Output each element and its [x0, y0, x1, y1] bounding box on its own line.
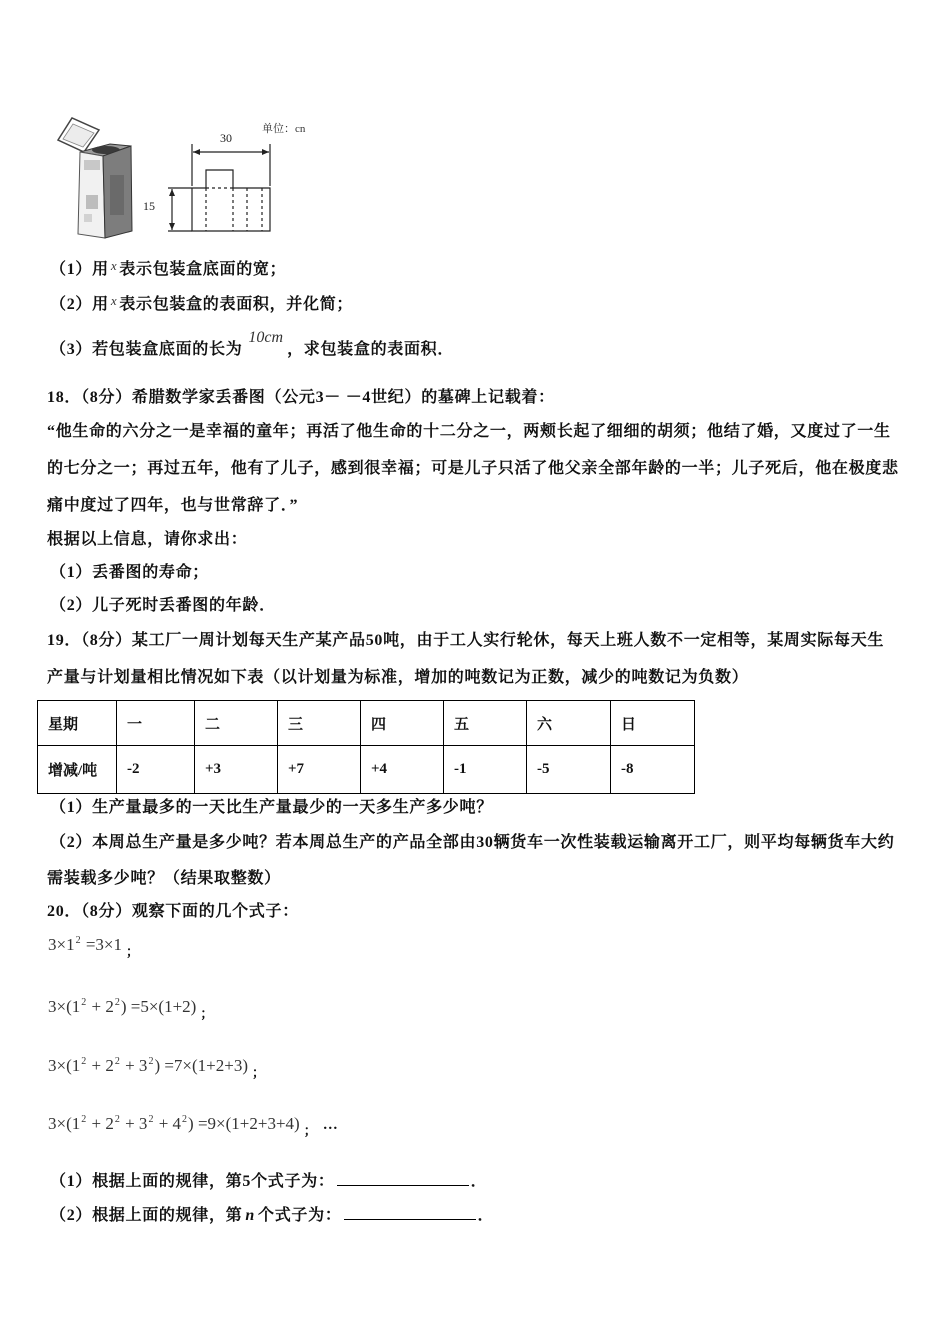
item-text: ，求包装盒的表面积．	[287, 341, 455, 358]
q19-item-2-line-2: 需装载多少吨？（结果取整数）	[47, 870, 281, 887]
q18-quote-line-3: 痛中度过了四年，也与世常辞了．”	[47, 497, 299, 514]
table-cell: -8	[611, 746, 695, 794]
q18-quote-line-2: 的七分之一；再过五年，他有了儿子，感到很幸福；可是儿子只活了他父亲全部年龄的一半；儿子死后，他在极度悲	[47, 460, 899, 477]
formula-text: ) =9×(1+2+3+4)	[188, 1114, 300, 1133]
q18-item-1: （1）丢番图的寿命；	[50, 564, 210, 581]
q17-item-3	[50, 329, 455, 360]
item-text: 表示包装盒的表面积，并化简；	[119, 296, 354, 313]
formula-separator: ；	[303, 1123, 317, 1138]
item-number: （2）	[50, 296, 93, 313]
table-header-cell: 四	[361, 701, 444, 746]
formula-separator: ；	[126, 944, 140, 959]
q19-item-1: （1）生产量最多的一天比生产量最少的一天多生产多少吨？	[50, 799, 493, 816]
formula-text: + 2	[87, 997, 114, 1016]
formula-text: 3×1	[48, 935, 75, 954]
table-header-cell: 三	[278, 701, 361, 746]
formula-exponent: 2	[148, 1056, 154, 1067]
table-cell: +4	[361, 746, 444, 794]
item-text: （1）根据上面的规律，第5个式子为：	[50, 1173, 335, 1190]
net-outline	[192, 170, 270, 231]
variable-x: x	[110, 258, 118, 273]
item-text: 用	[92, 296, 109, 313]
q20-title: 20．（8分）观察下面的几个式子：	[47, 903, 299, 920]
q20-item-2	[50, 1204, 494, 1226]
arrow-down	[169, 223, 175, 230]
item-text: 个式子为：	[258, 1207, 342, 1224]
formula-text: ) =7×(1+2+3)	[154, 1056, 249, 1075]
formula-text: + 2	[87, 1114, 114, 1133]
box-print-smudge	[86, 195, 98, 209]
variable-n: n	[245, 1207, 256, 1224]
length-value: 10cm	[248, 329, 284, 346]
formula-3	[48, 1056, 265, 1079]
side-dimension-label: 15	[143, 199, 155, 213]
formula-text: ) =5×(1+2)	[120, 997, 197, 1016]
box-side-shade	[110, 175, 124, 215]
table-header-cell: 二	[195, 701, 278, 746]
box-print-smudge	[84, 214, 92, 222]
table-header-cell: 一	[117, 701, 195, 746]
formula-text: + 2	[87, 1056, 114, 1075]
table-cell: +7	[278, 746, 361, 794]
formula-1	[48, 935, 139, 958]
formula-separator: ；	[200, 1006, 214, 1021]
formula-exponent: 2	[81, 997, 87, 1008]
formula-2	[48, 997, 213, 1020]
packaging-box-photo	[58, 118, 132, 238]
q19-title-line-1: 19．（8分）某工厂一周计划每天生产某产品50吨，由于工人实行轮休，每天上班人数不一定相等，某周实际每天生	[47, 632, 885, 649]
arrow-left	[193, 149, 200, 155]
q18-item-2: （2）儿子死时丢番图的年龄．	[50, 597, 276, 614]
formula-text: 3×(1	[48, 1114, 81, 1133]
item-text: 用	[92, 261, 109, 278]
formula-text: + 3	[120, 1056, 148, 1075]
formula-exponent: 2	[81, 1114, 87, 1125]
formula-text: + 4	[154, 1114, 182, 1133]
q17-item-1	[50, 260, 286, 280]
item-number: （1）	[50, 261, 93, 278]
table-cell: -2	[117, 746, 195, 794]
arrow-up	[169, 189, 175, 196]
formula-exponent: 2	[182, 1114, 188, 1125]
item-text: （2）根据上面的规律，第	[50, 1207, 243, 1224]
item-text: 表示包装盒底面的宽；	[119, 261, 287, 278]
box-net-diagram	[143, 122, 306, 231]
q20-item-1	[50, 1170, 487, 1192]
table-row	[38, 746, 695, 794]
formula-ellipsis: …	[322, 1117, 338, 1133]
answer-blank	[344, 1204, 476, 1220]
q17-item-2	[50, 295, 353, 315]
table-row-label: 增减/吨	[38, 746, 117, 794]
q19-item-2-line-1: （2）本周总生产量是多少吨？若本周总生产的产品全部由30辆货车一次性装载运输离开工厂，则平均每辆货车大约	[50, 834, 895, 851]
variable-x: x	[110, 293, 118, 308]
top-dimension-label: 30	[220, 131, 232, 145]
item-text: 若包装盒底面的长为	[92, 341, 243, 358]
packaging-figure	[0, 0, 340, 250]
arrow-right	[262, 149, 269, 155]
table-header-row	[38, 701, 695, 746]
formula-exponent: 2	[114, 1114, 120, 1125]
formula-exponent: 2	[81, 1056, 87, 1067]
box-label-smudge	[84, 160, 100, 170]
production-table	[37, 700, 695, 794]
formula-exponent: 2	[114, 997, 120, 1008]
table-cell: -5	[527, 746, 611, 794]
q18-quote-line-1: “他生命的六分之一是幸福的童年；再活了他生命的十二分之一，两颊长起了细细的胡须；他结了婚，又度过了一生	[47, 423, 891, 440]
item-end: ．	[477, 1207, 495, 1224]
table-header-cell: 五	[444, 701, 527, 746]
formula-text: 3×(1	[48, 997, 81, 1016]
answer-blank	[337, 1170, 469, 1186]
item-number: （3）	[50, 341, 93, 358]
q19-title-line-2: 产量与计划量相比情况如下表（以计划量为标准，增加的吨数记为正数，减少的吨数记为负数）	[47, 669, 749, 686]
table-header-cell: 星期	[38, 701, 117, 746]
table-cell: +3	[195, 746, 278, 794]
formula-4	[48, 1114, 338, 1137]
formula-separator: ；	[252, 1065, 266, 1080]
formula-text: + 3	[120, 1114, 148, 1133]
formula-exponent: 2	[114, 1056, 120, 1067]
formula-exponent: 2	[75, 935, 81, 946]
formula-text: =3×1	[81, 935, 123, 954]
item-end: ．	[470, 1173, 488, 1190]
formula-text: 3×(1	[48, 1056, 81, 1075]
q18-prompt: 根据以上信息，请你求出：	[47, 531, 248, 548]
unit-label: 单位：cn	[262, 123, 306, 135]
table-header-cell: 六	[527, 701, 611, 746]
q18-title: 18．（8分）希腊数学家丢番图（公元3－ －4世纪）的墓碑上记载着：	[47, 389, 555, 406]
table-cell: -1	[444, 746, 527, 794]
formula-exponent: 2	[148, 1114, 154, 1125]
table-header-cell: 日	[611, 701, 695, 746]
